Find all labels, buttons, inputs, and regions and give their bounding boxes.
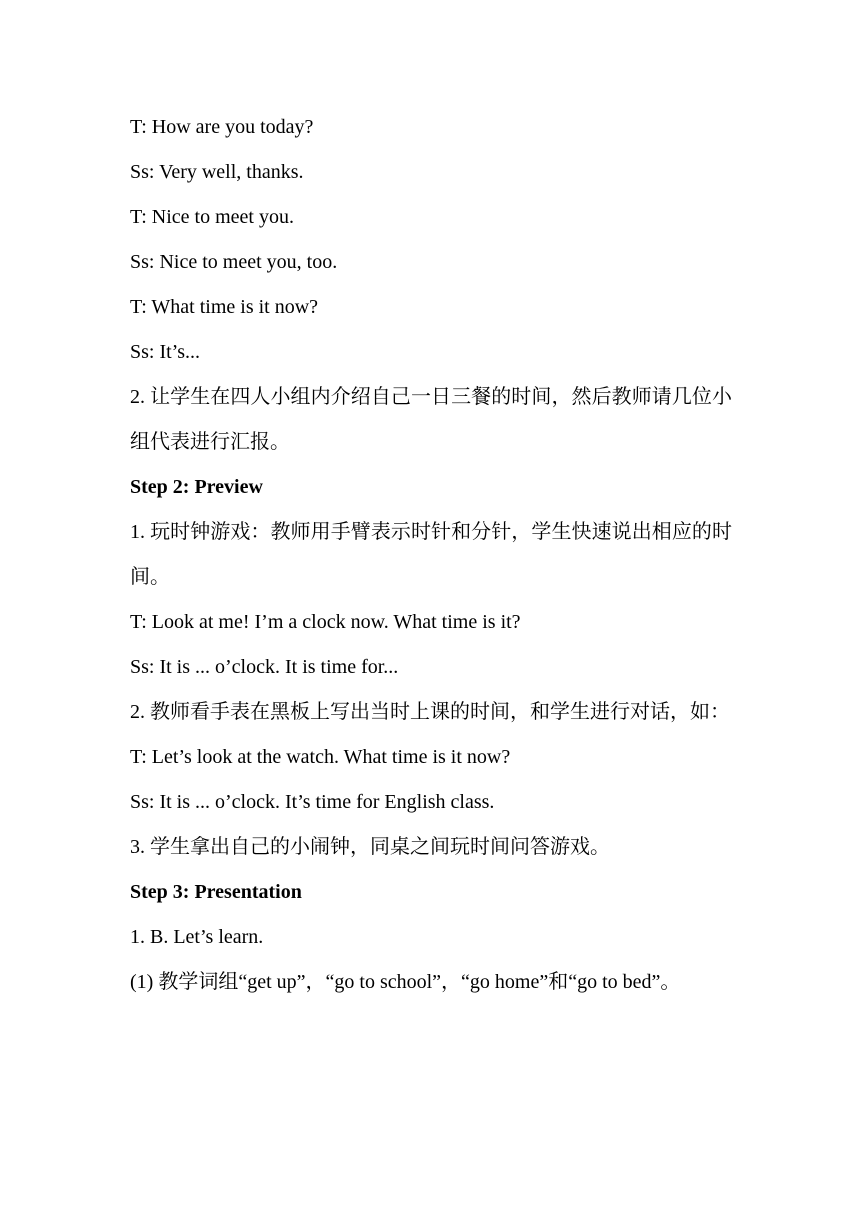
instruction-paragraph: 2. 教师看手表在黑板上写出当时上课的时间，和学生进行对话，如： (130, 701, 730, 723)
dialogue-line: T: Look at me! I’m a clock now. What time is it? (130, 611, 521, 633)
dialogue-line: T: What time is it now? (130, 296, 319, 318)
dialogue-line: T: Nice to meet you. (130, 206, 294, 228)
document-body (130, 105, 732, 1005)
dialogue-line: T: How are you today? (130, 116, 314, 138)
dialogue-line: Ss: It is ... o’clock. It’s time for English class. (130, 791, 495, 813)
instruction-line: 3. 学生拿出自己的小闹钟，同桌之间玩时间问答游戏。 (130, 836, 610, 858)
instruction-paragraph: 1. 玩时钟游戏：教师用手臂表示时针和分针，学生快速说出相应的时间。 (130, 521, 732, 588)
dialogue-line: Ss: It is ... o’clock. It is time for... (130, 656, 399, 678)
section-heading-step3: Step 3: Presentation (130, 881, 302, 903)
instruction-paragraph: 2. 让学生在四人小组内介绍自己一日三餐的时间，然后教师请几位小组代表进行汇报。 (130, 386, 732, 453)
dialogue-line: Ss: Very well, thanks. (130, 161, 304, 183)
dialogue-line: Ss: Nice to meet you, too. (130, 251, 338, 273)
subsection-line: 1. B. Let’s learn. (130, 926, 264, 948)
section-heading-step2: Step 2: Preview (130, 476, 263, 498)
dialogue-line: Ss: It’s... (130, 341, 201, 363)
instruction-paragraph: (1) 教学词组“get up”，“go to school”，“go home”和“go to bed”。 (130, 971, 681, 993)
dialogue-line: T: Let’s look at the watch. What time is it now? (130, 746, 511, 768)
